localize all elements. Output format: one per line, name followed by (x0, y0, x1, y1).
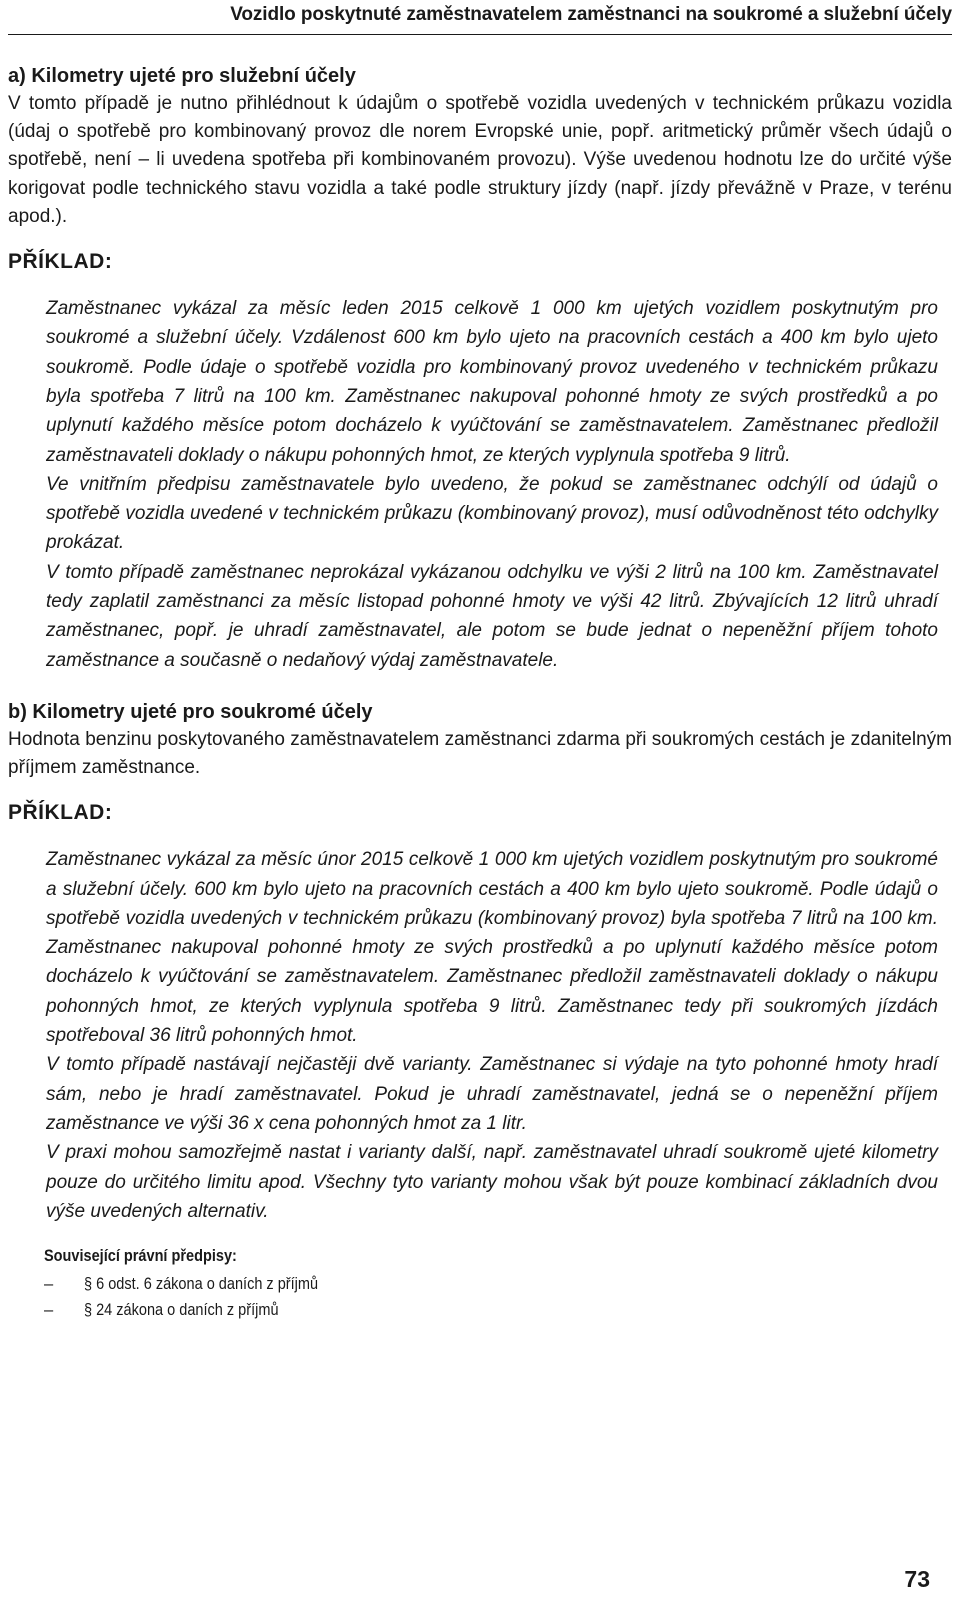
legal-ref-text: § 24 zákona o daních z příjmů (84, 1301, 279, 1320)
example-b-paragraph: Zaměstnanec vykázal za měsíc únor 2015 celkově 1 000 km ujetých vozidlem poskytnutým pro soukromé a služební účely. 600 km bylo ujeto na pracovních cestách a 400 km bylo ujeto soukromě. Podle údajů o spotřebě vozidla uvedených v technickém průkazu (kombinovaný provoz) byla spotřeba 7 litrů na 100 km. Zaměstnanec nakupoval pohonné hmoty ze svých prostředků a po uplynutí každého měsíce potom docházelo k vyúčtování se zaměstnavatelem. Zaměstnanec předložil zaměstnavateli doklady o nákupu pohonných hmot, ze kterých vyplynula spotřeba 9 litrů. Zaměstnanec tedy při soukromých jízdách spotřeboval 36 litrů pohonných hmot. (46, 849, 938, 1047)
example-b-paragraph: V praxi mohou samozřejmě nastat i varianty další, např. zaměstnavatel uhradí soukromě ujeté kilometry pouze do určitého limitu apod. Všechny tyto varianty mohou však být pouze kombinací základních dvou výše uvedených alternativ. (46, 1142, 938, 1222)
legal-ref-item (8, 1271, 952, 1297)
example-a-block (46, 294, 938, 675)
example-a-paragraph: Ve vnitřním předpisu zaměstnavatele bylo uvedeno, že pokud se zaměstnanec odchýlí od údajů o spotřebě vozidla uvedené v technickém průkazu (kombinovaný provoz), musí odůvodněnost této odchylky prokázat. (46, 473, 938, 554)
legal-refs-list (8, 1271, 952, 1323)
section-a-heading: a) Kilometry ujeté pro služební účely (8, 65, 356, 87)
legal-ref-item (8, 1297, 952, 1323)
header-rule (8, 34, 952, 35)
example-a-label: PŘÍKLAD: (8, 250, 113, 274)
running-header: Vozidlo poskytnuté zaměstnavatelem zaměstnanci na soukromé a služební účely (230, 4, 952, 25)
legal-ref-text: § 6 odst. 6 zákona o daních z příjmů (84, 1275, 319, 1294)
section-b-heading: b) Kilometry ujeté pro soukromé účely (8, 700, 373, 723)
example-b-label: PŘÍKLAD: (8, 801, 113, 825)
section-a-text: V tomto případě je nutno přihlédnout k údajům o spotřebě vozidla uvedených v technickém průkazu vozidla (údaj o spotřebě pro kombinovaný provoz dle norem Evropské unie, popř. aritmetický průměr všech údajů o spotřebě, není – li uvedena spotřeba při kombinovaném provozu). Výše uvedenou hodnotu lze do určité výše korigovat podle technického stavu vozidla a také podle struktury jízdy (např. jízdy převážně v Praze, v terénu apod.). (8, 93, 952, 227)
list-dash: – (44, 1301, 54, 1320)
page-content (8, 62, 952, 1323)
example-a-paragraph: Zaměstnanec vykázal za měsíc leden 2015 celkově 1 000 km ujetých vozidlem poskytnutým pro soukromé a služební účely. Vzdálenost 600 km bylo ujeto na pracovních cestách a 400 km bylo ujeto soukromě. Podle údaje o spotřebě vozidla pro kombinovaný provoz uvedeného v technickém průkazu byla spotřeba 7 litrů na 100 km. Zaměstnanec nakupoval pohonné hmoty ze svých prostředků a po uplynutí každého měsíce potom docházelo k vyúčtování se zaměstnavatelem. Zaměstnanec předložil zaměstnavateli doklady o nákupu pohonných hmot, ze kterých vyplynula spotřeba 9 litrů. (46, 298, 938, 466)
list-dash: – (44, 1275, 54, 1294)
legal-refs-title: Související právní předpisy: (44, 1247, 237, 1266)
example-b-block (46, 845, 938, 1226)
example-a-paragraph: V tomto případě zaměstnanec neprokázal vykázanou odchylku ve výši 2 litrů na 100 km. Zaměstnavatel tedy zaplatil zaměstnanci za měsíc listopad pohonné hmoty ve výši 42 litrů. Zbývajících 12 litrů uhradí zaměstnanec, popř. je uhradí zaměstnavatel, ale potom se bude jednat o nepeněžní příjem tohoto zaměstnance a současně o nedaňový výdaj zaměstnavatele. (46, 561, 938, 671)
example-b-paragraph: V tomto případě nastávají nejčastěji dvě varianty. Zaměstnanec si výdaje na tyto pohonné hmoty hradí sám, nebo je hradí zaměstnavatel. Pokud je uhradí zaměstnavatel, jedná se o nepeněžní příjem zaměstnance ve výši 36 x cena pohonných hmot za 1 litr. (46, 1054, 938, 1134)
section-b-text: Hodnota benzinu poskytovaného zaměstnavatelem zaměstnanci zdarma při soukromých cestách je zdanitelným příjmem zaměstnance. (8, 728, 952, 779)
page-number: 73 (904, 1566, 930, 1592)
